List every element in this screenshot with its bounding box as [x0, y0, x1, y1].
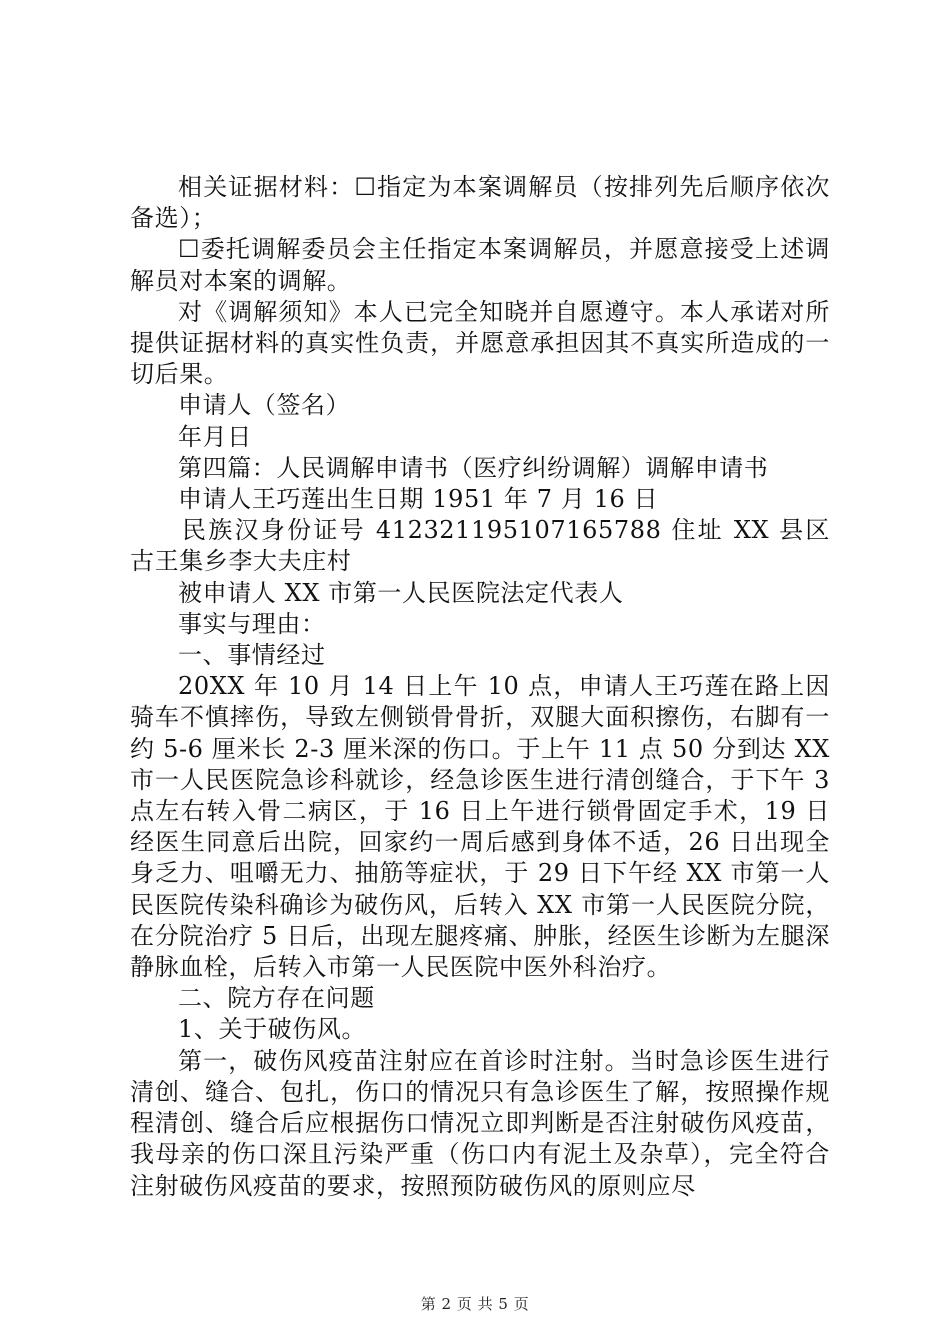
heading-hospital-issues: 二、院方存在问题 — [178, 984, 375, 1013]
heading-tetanus: 1、关于破伤风。 — [178, 1015, 367, 1044]
paragraph-delegate-mediator: ☐委托调解委员会主任指定本案调解员，并愿意接受上述调解员对本案的调解。 — [130, 235, 830, 295]
facts-reasons-heading: 事实与理由： — [178, 609, 326, 638]
paragraph-commitment: 对《调解须知》本人已完全知晓并自愿遵守。本人承诺对所提供证据材料的真实性负责，并愿意承担因其不真实所造成的一切后果。 — [130, 297, 830, 389]
paragraph-incident-details: 20XX 年 10 月 14 日上午 10 点，申请人王巧莲在路上因骑车不慎摔伤，导致左侧锁骨骨折，双腿大面积擦伤，右脚有一约 5-6 厘米长 2-3 厘米深的伤口。于上午 11 点 50 分到达 XX 市一人民医院急诊科就诊，经急诊医生进行清创缝合，于下午 3 点左右转入骨二病区，于 16 日上午进行锁骨固定手术，19 日经医生同意后出院，回家约一周后感到身体不适，26 日出现全身乏力、咀嚼无力、抽筋等症状，于 29 日下午经 XX 市第一人民医院传染科确诊为破伤风，后转入 XX 市第一人民医院分院，在分院治疗 5 日后，出现左腿疼痛、肿胀，经医生诊断为左腿深静脉血栓，后转入市第一人民医院中医外科治疗。 — [130, 672, 830, 982]
applicant-info-line: 申请人王巧莲出生日期 1951 年 7 月 16 日 — [178, 485, 659, 514]
paragraph-tetanus-first: 第一，破伤风疫苗注射应在首诊时注射。当时急诊医生进行清创、缝合、包扎，伤口的情况只有急诊医生了解，按照操作规程清创、缝合后应根据伤口情况立即判断是否注射破伤风疫苗，我母亲的伤口深且污染严重（伤口内有泥土及杂草），完全符合注射破伤风疫苗的要求，按照预防破伤风的原则应尽 — [130, 1046, 830, 1200]
paragraph-evidence: 相关证据材料：☐指定为本案调解员（按排列先后顺序依次备选）； — [130, 173, 830, 233]
heading-incident: 一、事情经过 — [178, 641, 326, 670]
applicant-id-address-line: 民族汉身份证号 412321195107165788 住址 XX 县区古王集乡李大夫庄村 — [130, 516, 830, 576]
respondent-line: 被申请人 XX 市第一人民医院法定代表人 — [178, 578, 624, 607]
applicant-signature-line: 申请人（签名） — [178, 391, 351, 420]
document-body — [130, 172, 830, 1202]
date-line: 年月日 — [178, 422, 252, 451]
page-footer: 第 2 页 共 5 页 — [420, 1295, 530, 1313]
section-heading-part-four: 第四篇：人民调解申请书（医疗纠纷调解）调解申请书 — [178, 453, 769, 482]
